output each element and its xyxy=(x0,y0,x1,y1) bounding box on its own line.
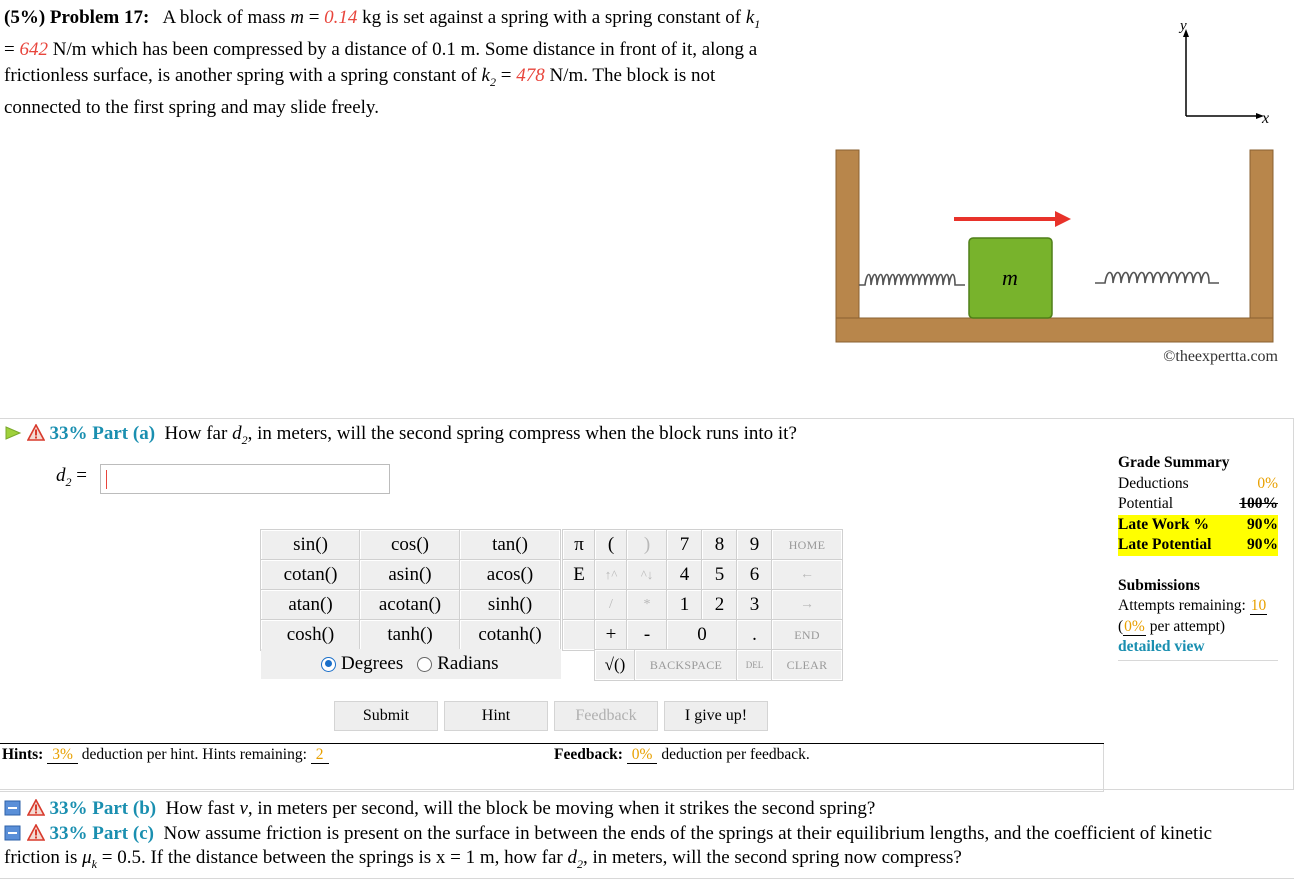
hints-remaining: 2 xyxy=(311,746,329,764)
d2-subscript: 2 xyxy=(576,856,583,871)
part-b-question: , in meters per second, will the block be moving when it strikes the second spring? xyxy=(247,798,876,819)
warning-icon xyxy=(27,799,45,816)
part-a-header[interactable] xyxy=(4,423,797,448)
play-triangle-icon[interactable] xyxy=(4,425,22,441)
key-superscript[interactable]: ↑^ xyxy=(595,560,627,590)
d2-subscript: 2 xyxy=(241,432,248,447)
radians-label: Radians xyxy=(437,653,499,674)
v-symbol: v xyxy=(239,798,248,819)
k1-value: 642 xyxy=(19,39,48,61)
key-pi[interactable]: π xyxy=(563,530,595,560)
mu-subscript: k xyxy=(91,856,97,871)
answer-label xyxy=(56,465,87,490)
late-potential-value: 90% xyxy=(1247,536,1278,553)
bottom-divider xyxy=(0,878,1294,879)
part-c-question: , in meters, will the second spring now compress? xyxy=(582,847,962,868)
key-home[interactable]: HOME xyxy=(772,530,842,560)
key-asin[interactable]: asin() xyxy=(360,560,460,590)
problem-text: N/m. The block is not xyxy=(549,64,716,86)
part-c-question: Now assume friction is present on the surface in between the ends of the springs at their equilibrium lengths, and the coefficient of kinetic xyxy=(163,823,1213,844)
k2-symbol: k xyxy=(481,64,490,86)
key-5[interactable]: 5 xyxy=(702,560,737,590)
give-up-button[interactable]: I give up! xyxy=(664,701,768,731)
part-c-header[interactable] xyxy=(4,822,1294,876)
k2-value: 478 xyxy=(516,64,545,86)
part-a-question: How far xyxy=(164,423,228,444)
k1-symbol: k xyxy=(745,7,755,28)
mass-block xyxy=(969,238,1052,318)
detailed-view-link[interactable]: detailed view xyxy=(1118,638,1205,655)
mass-value: 0.14 xyxy=(324,7,358,28)
answer-label-symbol: d xyxy=(56,465,66,486)
key-9[interactable]: 9 xyxy=(737,530,772,560)
hints-label: Hints: xyxy=(2,746,44,763)
key-left-arrow[interactable]: ← xyxy=(772,560,842,590)
feedback-info xyxy=(554,746,810,764)
potential-value: 100% xyxy=(1239,495,1278,512)
problem-statement xyxy=(4,5,824,121)
key-tanh[interactable]: tanh() xyxy=(360,620,460,650)
key-blank xyxy=(563,620,595,650)
deductions-value: 0% xyxy=(1257,474,1278,492)
key-sqrt[interactable]: √() xyxy=(595,650,635,680)
answer-input[interactable] xyxy=(100,464,390,494)
problem-text: A block of mass xyxy=(162,7,286,28)
deductions-label: Deductions xyxy=(1118,474,1189,492)
hints-text: deduction per hint. Hints remaining: xyxy=(81,746,307,763)
expand-icon[interactable] xyxy=(4,825,22,841)
velocity-arrow-icon xyxy=(954,211,1071,227)
hints-info xyxy=(2,746,329,764)
late-work-label: Late Work % xyxy=(1118,515,1209,533)
part-a-question: , in meters, will the second spring compress when the block runs into it? xyxy=(247,423,797,444)
key-del[interactable]: DEL xyxy=(737,650,772,680)
equals-sign: = xyxy=(500,64,512,86)
k1-subscript: 1 xyxy=(754,16,761,31)
feedback-button[interactable]: Feedback xyxy=(554,701,658,731)
key-subscript[interactable]: ^↓ xyxy=(627,560,667,590)
key-open-paren[interactable]: ( xyxy=(595,530,627,560)
key-end[interactable]: END xyxy=(772,620,842,650)
axes-icon xyxy=(1178,18,1269,127)
key-atan[interactable]: atan() xyxy=(261,590,360,620)
submit-button[interactable]: Submit xyxy=(334,701,438,731)
expand-icon[interactable] xyxy=(4,800,22,816)
warning-icon xyxy=(27,824,45,841)
axis-x-label: x xyxy=(1262,110,1270,127)
part-a-percent: 33% Part (a) xyxy=(49,423,156,444)
part-c-percent: 33% Part (c) xyxy=(49,823,154,844)
warning-icon xyxy=(27,424,45,441)
key-decimal[interactable]: . xyxy=(737,620,772,650)
problem-text: frictionless surface, is another spring with a spring constant of xyxy=(4,64,477,86)
key-1[interactable]: 1 xyxy=(667,590,702,620)
equals-sign: = xyxy=(4,39,15,61)
answer-label-equals: = xyxy=(76,465,87,486)
wooden-track xyxy=(836,150,1273,342)
right-spring-icon xyxy=(1095,273,1219,284)
attempts-value: 10 xyxy=(1250,597,1267,614)
problem-header: (5%) Problem 17: xyxy=(4,7,150,28)
spring-block-diagram xyxy=(830,0,1300,372)
potential-label: Potential xyxy=(1118,495,1174,512)
key-cotan[interactable]: cotan() xyxy=(261,560,360,590)
problem-text: kg is set against a spring with a spring constant of xyxy=(362,7,742,28)
problem-text: connected to the first spring and may slide freely. xyxy=(4,97,379,119)
grade-summary-title: Grade Summary xyxy=(1118,454,1230,471)
mu-symbol: μ xyxy=(82,847,92,868)
degrees-radio[interactable] xyxy=(321,657,336,672)
equals-sign: = xyxy=(308,7,320,28)
late-potential-label: Late Potential xyxy=(1118,536,1212,553)
key-8[interactable]: 8 xyxy=(702,530,737,560)
mass-symbol: m xyxy=(290,7,304,28)
key-2[interactable]: 2 xyxy=(702,590,737,620)
radians-radio[interactable] xyxy=(417,657,432,672)
k2-subscript: 2 xyxy=(489,74,496,89)
axis-y-label: y xyxy=(1180,18,1187,34)
hint-button[interactable]: Hint xyxy=(444,701,548,731)
key-cos[interactable]: cos() xyxy=(360,530,460,560)
key-minus[interactable]: - xyxy=(627,620,667,650)
key-7[interactable]: 7 xyxy=(667,530,702,560)
key-sinh[interactable]: sinh() xyxy=(460,590,560,620)
problem-text: N/m which has been compressed by a distance of 0.1 m. Some distance in front of it, along a xyxy=(52,39,758,61)
key-divide[interactable]: / xyxy=(595,590,627,620)
attempts-label: Attempts remaining: xyxy=(1118,597,1246,614)
part-c-question: = 0.5. If the distance between the springs is x = 1 m, how far xyxy=(101,847,563,868)
degrees-label: Degrees xyxy=(341,653,404,674)
copyright-text: ©theexpertta.com xyxy=(1163,348,1278,365)
feedback-text: deduction per feedback. xyxy=(661,746,810,763)
key-tan[interactable]: tan() xyxy=(460,530,560,560)
key-4[interactable]: 4 xyxy=(667,560,702,590)
key-acotan[interactable]: acotan() xyxy=(360,590,460,620)
key-close-paren[interactable]: ) xyxy=(627,530,667,560)
key-right-arrow[interactable]: → xyxy=(772,590,842,620)
key-0[interactable]: 0 xyxy=(667,620,737,650)
hints-percent: 3% xyxy=(47,746,78,764)
per-attempt-percent: 0% xyxy=(1124,617,1145,635)
key-cosh[interactable]: cosh() xyxy=(261,620,360,650)
attempts-remaining xyxy=(1118,596,1278,617)
key-backspace[interactable]: BACKSPACE xyxy=(635,650,737,680)
key-blank xyxy=(563,590,595,620)
part-b-percent: 33% Part (b) xyxy=(49,798,157,819)
part-c-question: friction is xyxy=(4,847,78,868)
summary-divider xyxy=(1118,660,1278,661)
angle-mode-selector xyxy=(261,649,561,679)
per-attempt: (0% per attempt) xyxy=(1118,617,1226,635)
d2-symbol: d xyxy=(567,847,577,868)
feedback-percent: 0% xyxy=(627,746,658,764)
key-6[interactable]: 6 xyxy=(737,560,772,590)
answer-label-subscript: 2 xyxy=(65,474,72,489)
part-b-header[interactable] xyxy=(4,798,875,820)
text-cursor xyxy=(106,470,107,489)
feedback-label: Feedback: xyxy=(554,746,623,763)
key-3[interactable]: 3 xyxy=(737,590,772,620)
submissions-title: Submissions xyxy=(1118,576,1200,594)
d2-symbol: d xyxy=(232,423,242,444)
block-label: m xyxy=(1002,265,1018,290)
late-work-value: 90% xyxy=(1247,515,1278,533)
key-cotanh[interactable]: cotanh() xyxy=(460,620,560,650)
key-clear[interactable]: CLEAR xyxy=(772,650,842,680)
key-sin[interactable]: sin() xyxy=(261,530,360,560)
left-spring-icon xyxy=(859,275,965,286)
key-acos[interactable]: acos() xyxy=(460,560,560,590)
key-e[interactable]: E xyxy=(563,560,595,590)
grade-summary xyxy=(1118,453,1278,661)
key-multiply[interactable]: * xyxy=(627,590,667,620)
part-b-question: How fast xyxy=(165,798,235,819)
per-attempt-text: per attempt) xyxy=(1149,617,1226,635)
key-plus[interactable]: + xyxy=(595,620,627,650)
